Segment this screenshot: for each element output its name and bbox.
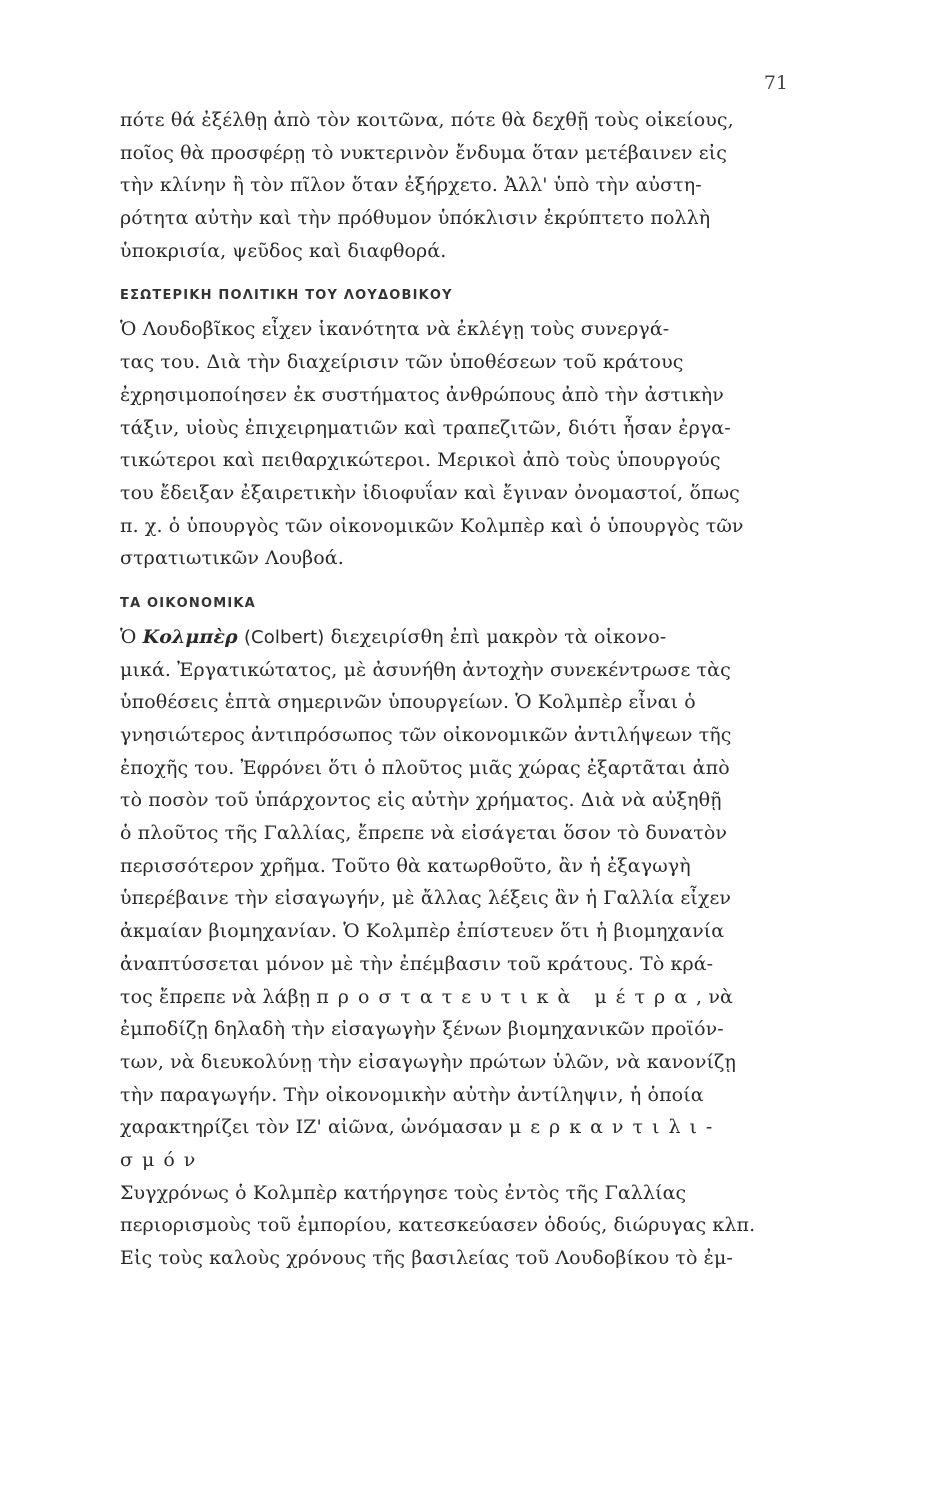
text-line-mercantile [120, 1111, 842, 1144]
paragraph-domestic-policy [120, 313, 842, 575]
text-line: μικά. Ἐργατικώτατος, μὲ ἀσυνήθη ἀντοχὴν συνεκέντρωσε τὰς [120, 658, 731, 681]
text-line: ἀκμαίαν βιομηχανίαν. Ὁ Κολμπὲρ ἐπίστευεν ὅτι ἡ βιομηχανία [120, 920, 725, 943]
text-line: Εἰς τοὺς καλοὺς χρόνους τῆς βασιλείας τοῦ Λουδοβίκου τὸ ἐμ- [120, 1247, 733, 1269]
text-fragment: Ὁ [120, 625, 143, 648]
paragraph-intro [120, 104, 842, 267]
text-line: π. χ. ὁ ὑπουργὸς τῶν οἰκονομικῶν Κολμπὲρ καὶ ὁ ὑπουργὸς τῶν [120, 514, 744, 537]
text-line: ἐχρησιμοποίησεν ἐκ συστήματος ἀνθρώπους ἀπὸ τὴν ἀστικὴν [120, 383, 724, 406]
text-line-protective [120, 981, 842, 1014]
text-line: Συγχρόνως ὁ Κολμπὲρ κατήργησε τοὺς ἐντὸς τῆς Γαλλίας [120, 1181, 687, 1204]
text-line: ἐποχῆς του. Ἐφρόνει ὅτι ὁ πλοῦτος μιᾶς χώρας ἐξαρτᾶται ἀπὸ [120, 756, 730, 779]
text-line: ὁ πλοῦτος τῆς Γαλλίας, ἔπρεπε νὰ εἰσάγεται ὅσον τὸ δυνατὸν [120, 822, 728, 845]
colbert-latin-name: (Colbert) [243, 626, 325, 648]
text-line: ὑπερέβαινε τὴν εἰσαγωγήν, μὲ ἄλλας λέξεις ἂν ἡ Γαλλία εἶχεν [120, 887, 732, 910]
text-line: ὑποκρισία, ψεῦδος καὶ διαφθορά. [120, 239, 447, 262]
text-line: τὴν παραγωγήν. Τὴν οἰκονομικὴν αὐτὴν ἀντίληψιν, ἡ ὁποία [120, 1083, 704, 1106]
text-line [120, 1144, 842, 1177]
text-line: ὑποθέσεις ἑπτὰ σημερινῶν ὑπουργείων. Ὁ Κολμπὲρ εἶναι ὁ [120, 691, 696, 714]
section-heading-domestic-policy: ΕΣΩΤΕΡΙΚΗ ΠΟΛΙΤΙΚΗ ΤΟΥ ΛΟΥΔΟΒΙΚΟΥ [120, 288, 453, 304]
spaced-emphasis: σμόν [120, 1148, 205, 1171]
section-heading-economics: ΤΑ ΟΙΚΟΝΟΜΙΚΑ [120, 595, 256, 611]
text-line: των, νὰ διευκολύνῃ τὴν εἰσαγωγὴν πρώτων ὑλῶν, νὰ κανονίζῃ [120, 1050, 736, 1073]
text-line: τικώτεροι καὶ πειθαρχικώτεροι. Μερικοὶ ἀπὸ τοὺς ὑπουργούς [120, 449, 721, 472]
text-line: περισσότερον χρῆμα. Τοῦτο θὰ κατωρθοῦτο, ἂν ἡ ἐξαγωγὴ [120, 854, 691, 877]
text-line: τας του. Διὰ τὴν διαχείρισιν τῶν ὑποθέσεων τοῦ κράτους [120, 351, 684, 374]
spaced-emphasis: μερκαντιλι- [508, 1116, 722, 1139]
text-line: ρότητα αὐτὴν καὶ τὴν πρόθυμον ὑπόκλισιν ἐκρύπτετο πολλὴ [120, 207, 711, 230]
text-line: ἐμποδίζῃ δηλαδὴ τὴν εἰσαγωγὴν ξένων βιομηχανικῶν προϊόν- [120, 1018, 724, 1041]
colbert-name: Κολμπὲρ [142, 625, 238, 648]
text-line: τὴν κλίνην ἢ τὸν πῖλον ὅταν ἐξήρχετο. Ἀλλ' ὑπὸ τὴν αὐστη- [120, 174, 702, 197]
text-line: ἀναπτύσσεται μόνον μὲ τὴν ἐπέμβασιν τοῦ κράτους. Τὸ κρά- [120, 952, 714, 975]
text-line: ποῖος θὰ προσφέρῃ τὸ νυκτερινὸν ἔνδυμα ὅταν μετέβαινεν εἰς [120, 141, 727, 164]
text-line: γνησιώτερος ἀντιπρόσωπος τῶν οἰκονομικῶν ἀντιλήψεων τῆς [120, 724, 732, 746]
text-body [120, 104, 842, 1275]
text-line: πότε θά ἐξέλθῃ ἀπὸ τὸν κοιτῶνα, πότε θὰ δεχθῇ τοὺς οἰκείους, [120, 109, 734, 131]
page-number: 71 [763, 72, 788, 94]
text-line: στρατιωτικῶν Λουβοά. [120, 547, 344, 570]
text-line: τὸ ποσὸν τοῦ ὑπάρχοντος εἰς αὐτὴν χρήματος. Διὰ νὰ αὐξηθῇ [120, 789, 722, 812]
text-line: του ἔδειξαν ἐξαιρετικὴν ἰδιοφυΐαν καὶ ἔγιναν ὀνομαστοί, ὅπως [120, 481, 740, 504]
text-fragment: τος ἔπρεπε νὰ λάβῃ [120, 985, 317, 1008]
text-fragment: χαρακτηρίζει τὸν ΙΖ' αἰῶνα, ὠνόμασαν [120, 1116, 509, 1139]
text-line: Ὁ Λουδοβῖκος εἶχεν ἱκανότητα νὰ ἐκλέγῃ τοὺς συνεργά- [120, 318, 670, 341]
text-line: τάξιν, υἱοὺς ἐπιχειρηματιῶν καὶ τραπεζιτῶν, διότι ἦσαν ἐργα- [120, 416, 731, 439]
spaced-emphasis: προστατευτικὰ μέτρα [316, 985, 697, 1008]
text-fragment: , νὰ [696, 985, 733, 1008]
text-fragment: διεχειρίσθη ἐπὶ μακρὸν τὰ οἰκονο- [324, 625, 667, 648]
text-line: περιορισμοὺς τοῦ ἐμπορίου, κατεσκεύασεν ὁδούς, διώρυγας κλπ. [120, 1214, 756, 1237]
paragraph-economics [120, 621, 842, 1275]
text-line-intro [120, 621, 842, 654]
